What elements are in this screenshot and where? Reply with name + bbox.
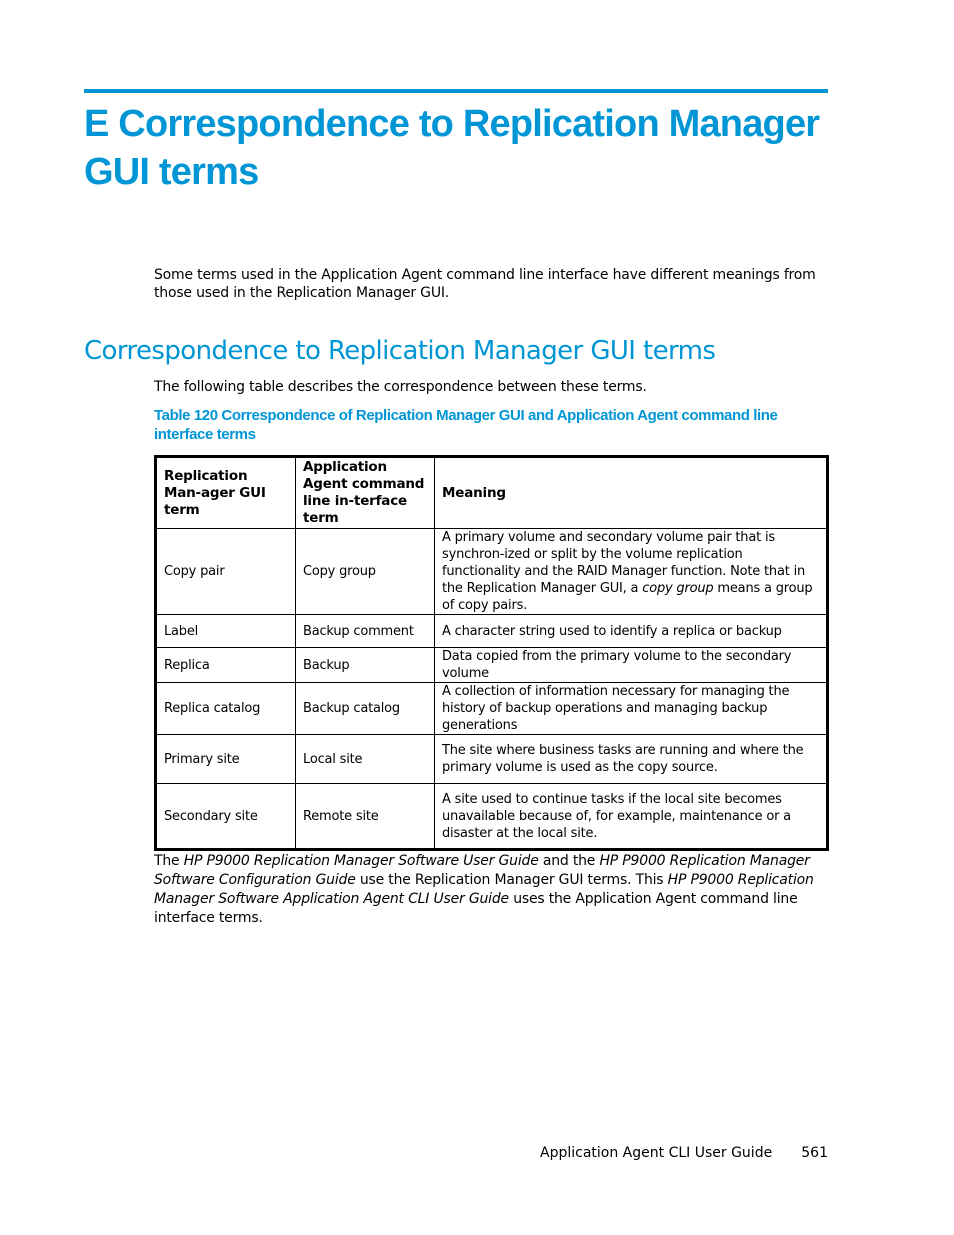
closing-text: and the: [538, 853, 600, 869]
header-meaning: Meaning: [435, 457, 828, 529]
meaning-text: means a group of copy pairs.: [442, 581, 813, 613]
meaning-cell: The site where business tasks are running and where the primary volume is used as the copy source.: [435, 735, 828, 784]
guide-title-cli: HP P9000 Replication Manager Software Application Agent CLI User Guide: [154, 872, 814, 907]
intro-paragraph: Some terms used in the Application Agent command line interface have different meanings from those used in the Replication Manager GUI.: [154, 267, 816, 301]
meaning-cell: Data copied from the primary volume to the secondary volume: [435, 648, 828, 683]
gui-term-cell: Primary site: [156, 735, 296, 784]
table-intro: The following table describes the correspondence between these terms.: [154, 379, 647, 395]
meaning-cell: A character string used to identify a replica or backup: [435, 615, 828, 648]
meaning-cell: A collection of information necessary for managing the history of backup operations and managing backup generations: [435, 683, 828, 735]
table-row: [156, 529, 828, 615]
header-gui-term: Replication Man-ager GUI term: [156, 457, 296, 529]
table-row: [156, 648, 828, 683]
cli-term-cell: Backup catalog: [296, 683, 435, 735]
table-header-row: [156, 457, 828, 529]
table-caption: Table 120 Correspondence of Replication Manager GUI and Application Agent command line interface terms: [154, 407, 778, 443]
gui-term-cell: Replica: [156, 648, 296, 683]
cli-term-cell: Backup comment: [296, 615, 435, 648]
chapter-title: E Correspondence to Replication Manager GUI terms: [84, 103, 820, 193]
gui-term-cell: Copy pair: [156, 529, 296, 615]
gui-term-cell: Replica catalog: [156, 683, 296, 735]
header-cli-term: Application Agent command line in-terface term: [296, 457, 435, 529]
cli-term-cell: Backup: [296, 648, 435, 683]
table-row: [156, 615, 828, 648]
table-row: [156, 784, 828, 850]
table-row: [156, 735, 828, 784]
meaning-cell: A site used to continue tasks if the local site becomes unavailable because of, for example, maintenance or a disaster at the local site.: [435, 784, 828, 850]
closing-text: The: [154, 853, 184, 869]
cli-term-cell: Copy group: [296, 529, 435, 615]
closing-text: use the Replication Manager GUI terms. This: [355, 872, 668, 888]
footer-guide-title: Application Agent CLI User Guide: [540, 1145, 773, 1161]
cli-term-cell: Local site: [296, 735, 435, 784]
closing-text: uses the Application Agent command line interface terms.: [154, 891, 798, 926]
guide-title-user: HP P9000 Replication Manager Software User Guide: [183, 853, 539, 869]
closing-paragraph: [154, 852, 834, 928]
chapter-top-rule: [84, 89, 828, 93]
section-title: Correspondence to Replication Manager GUI terms: [84, 336, 716, 366]
table-row: [156, 683, 828, 735]
guide-title-config: HP P9000 Replication Manager Software Configuration Guide: [154, 853, 810, 888]
page-number: 561: [801, 1145, 828, 1161]
cli-term-cell: Remote site: [296, 784, 435, 850]
correspondence-table: [154, 455, 829, 851]
meaning-cell: [435, 529, 828, 615]
meaning-emphasis: copy group: [642, 581, 714, 596]
gui-term-cell: Label: [156, 615, 296, 648]
gui-term-cell: Secondary site: [156, 784, 296, 850]
meaning-text: A primary volume and secondary volume pair that is synchron-ized or split by the volume replication functionality and the RAID Manager function. Note that in the Replication Manager GUI, a: [442, 530, 806, 596]
